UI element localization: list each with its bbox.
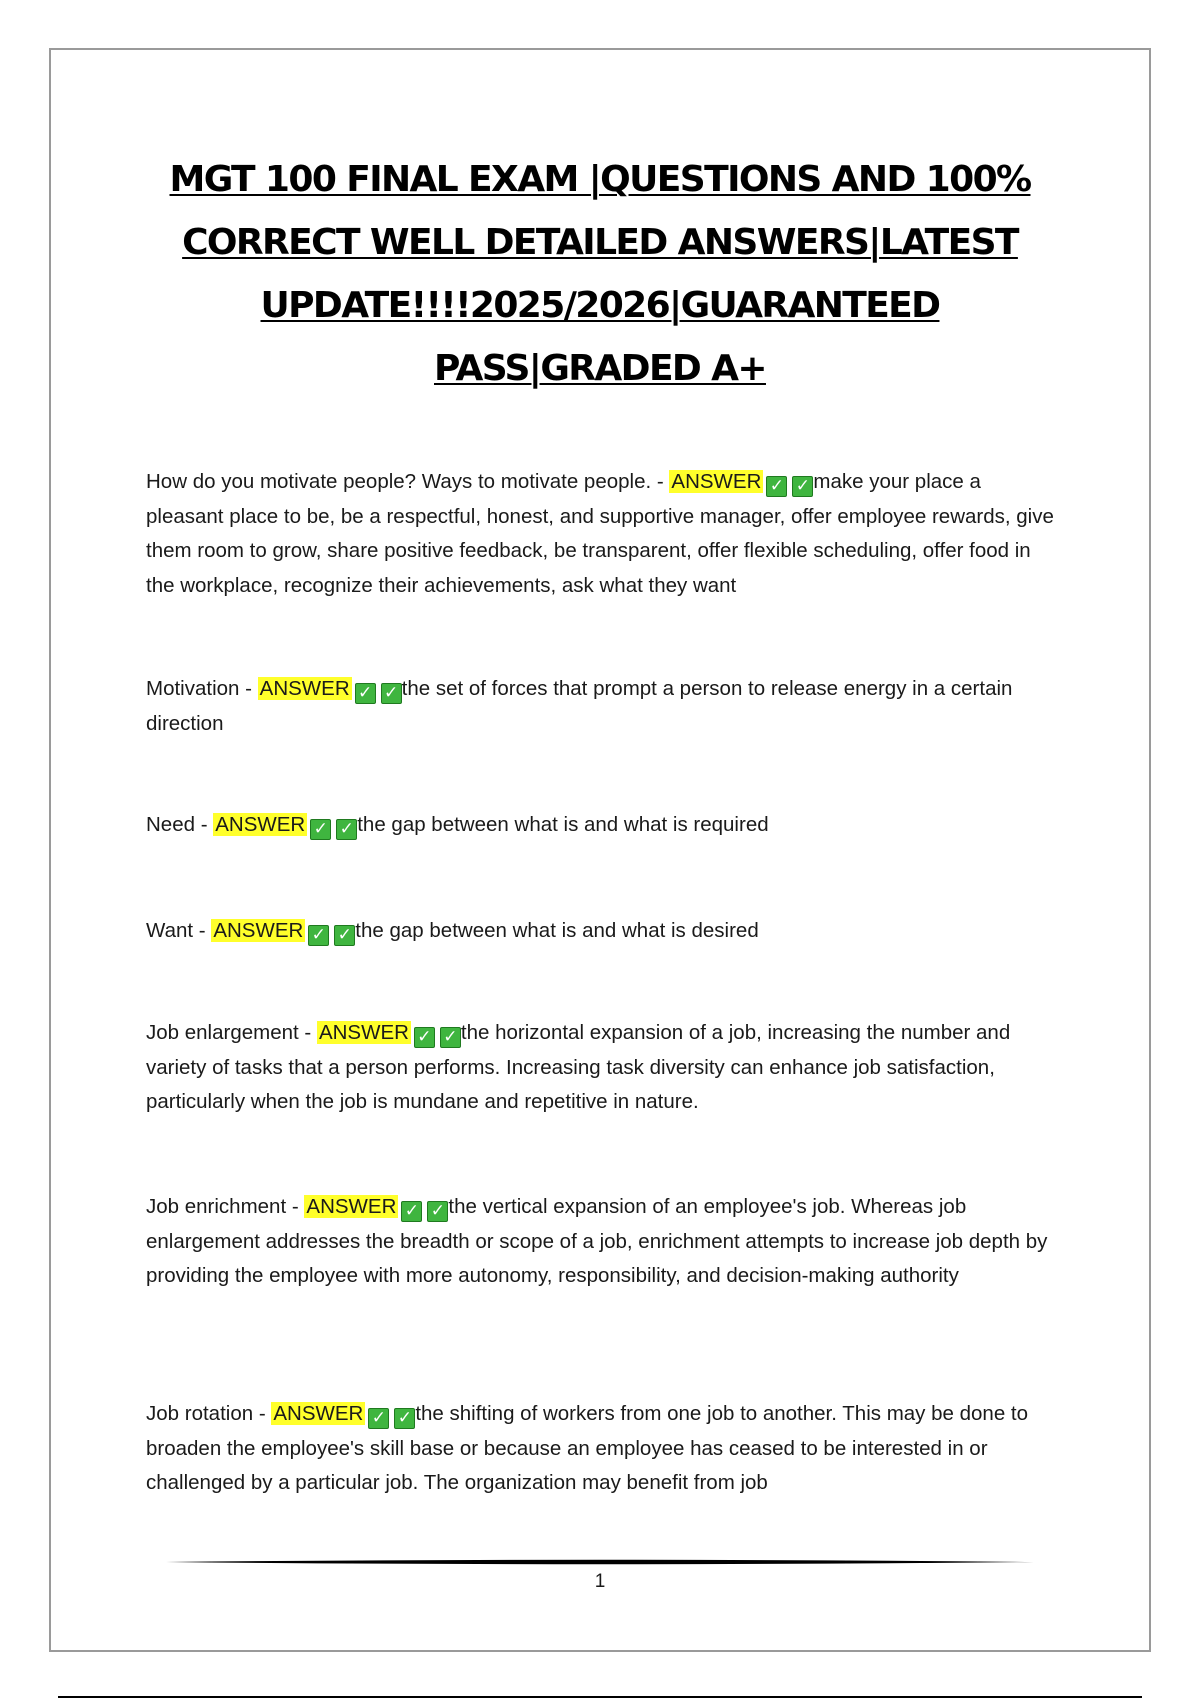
qa-term: Want [146, 919, 194, 942]
qa-separator: - [298, 1021, 317, 1044]
footer-rule [166, 1559, 1034, 1565]
check-mark-icon: ✓ [334, 925, 355, 946]
qa-term: Motivation [146, 677, 240, 700]
qa-definition: make your place a pleasant place to be, be a respectful, honest, and supportive manager, offer employee rewards, give them room to grow, share positive feedback, be transparent, offer flexible scheduling, offer food in the workplace, recognize their achievements, ask what they want [146, 470, 1054, 597]
check-mark-icon: ✓ [310, 819, 331, 840]
title-line: MGT 100 FINAL EXAM |QUESTIONS AND 100% [169, 159, 1031, 200]
check-mark-icon: ✓ [381, 683, 402, 704]
qa-item [146, 465, 1056, 603]
qa-separator: - [193, 919, 212, 942]
qa-item [146, 1397, 1056, 1501]
qa-item [146, 672, 1056, 741]
check-mark-icon: ✓ [308, 925, 329, 946]
qa-separator: - [253, 1402, 272, 1425]
qa-item [146, 1190, 1056, 1294]
qa-item [146, 914, 1056, 949]
check-mark-icon: ✓ [427, 1201, 448, 1222]
check-mark-icon: ✓ [336, 819, 357, 840]
page-number: 1 [594, 1571, 606, 1592]
qa-item [146, 1016, 1056, 1120]
check-mark-icon: ✓ [368, 1408, 389, 1429]
answer-label: ANSWER [259, 677, 350, 700]
check-mark-icon: ✓ [394, 1408, 415, 1429]
answer-label: ANSWER [213, 919, 304, 942]
check-mark-icon: ✓ [401, 1201, 422, 1222]
qa-separator: - [239, 677, 258, 700]
check-mark-icon: ✓ [355, 683, 376, 704]
qa-term: Job enrichment [146, 1195, 287, 1218]
check-mark-icon: ✓ [414, 1027, 435, 1048]
answer-label: ANSWER [215, 813, 306, 836]
check-mark-icon: ✓ [766, 476, 787, 497]
qa-item [146, 808, 1056, 843]
check-mark-icon: ✓ [792, 476, 813, 497]
qa-term: Job rotation [146, 1402, 254, 1425]
qa-definition: the gap between what is and what is required [357, 813, 769, 836]
qa-definition: the set of forces that prompt a person to release energy in a certain direction [146, 677, 1013, 735]
title-line: UPDATE!!!!2025/2026|GUARANTEED [260, 285, 940, 326]
answer-label: ANSWER [318, 1021, 409, 1044]
document-title [150, 148, 1050, 400]
qa-definition: the horizontal expansion of a job, increasing the number and variety of tasks that a person performs. Increasing task diversity can enhance job satisfaction, particularly when the job is mundane and repetitive in nature. [146, 1021, 1011, 1113]
title-line: CORRECT WELL DETAILED ANSWERS|LATEST [182, 222, 1018, 263]
qa-separator: - [286, 1195, 305, 1218]
qa-definition: the shifting of workers from one job to another. This may be done to broaden the employee's skill base or because an employee has ceased to be interested in or challenged by a particular job. The organization may benefit from job [146, 1402, 1029, 1494]
title-line: PASS|GRADED A+ [434, 348, 766, 389]
answer-label: ANSWER [671, 470, 762, 493]
next-page-edge [58, 1696, 1142, 1698]
check-mark-icon: ✓ [440, 1027, 461, 1048]
answer-label: ANSWER [306, 1195, 397, 1218]
qa-separator: - [195, 813, 214, 836]
qa-term: How do you motivate people? Ways to motivate people. [146, 470, 652, 493]
qa-definition: the vertical expansion of an employee's job. Whereas job enlargement addresses the breadth or scope of a job, enrichment attempts to increase job depth by providing the employee with more autonomy, responsibility, and decision-making authority [146, 1195, 1048, 1287]
qa-term: Job enlargement [146, 1021, 299, 1044]
answer-label: ANSWER [273, 1402, 364, 1425]
qa-term: Need [146, 813, 196, 836]
qa-definition: the gap between what is and what is desired [355, 919, 759, 942]
qa-separator: - [651, 470, 670, 493]
